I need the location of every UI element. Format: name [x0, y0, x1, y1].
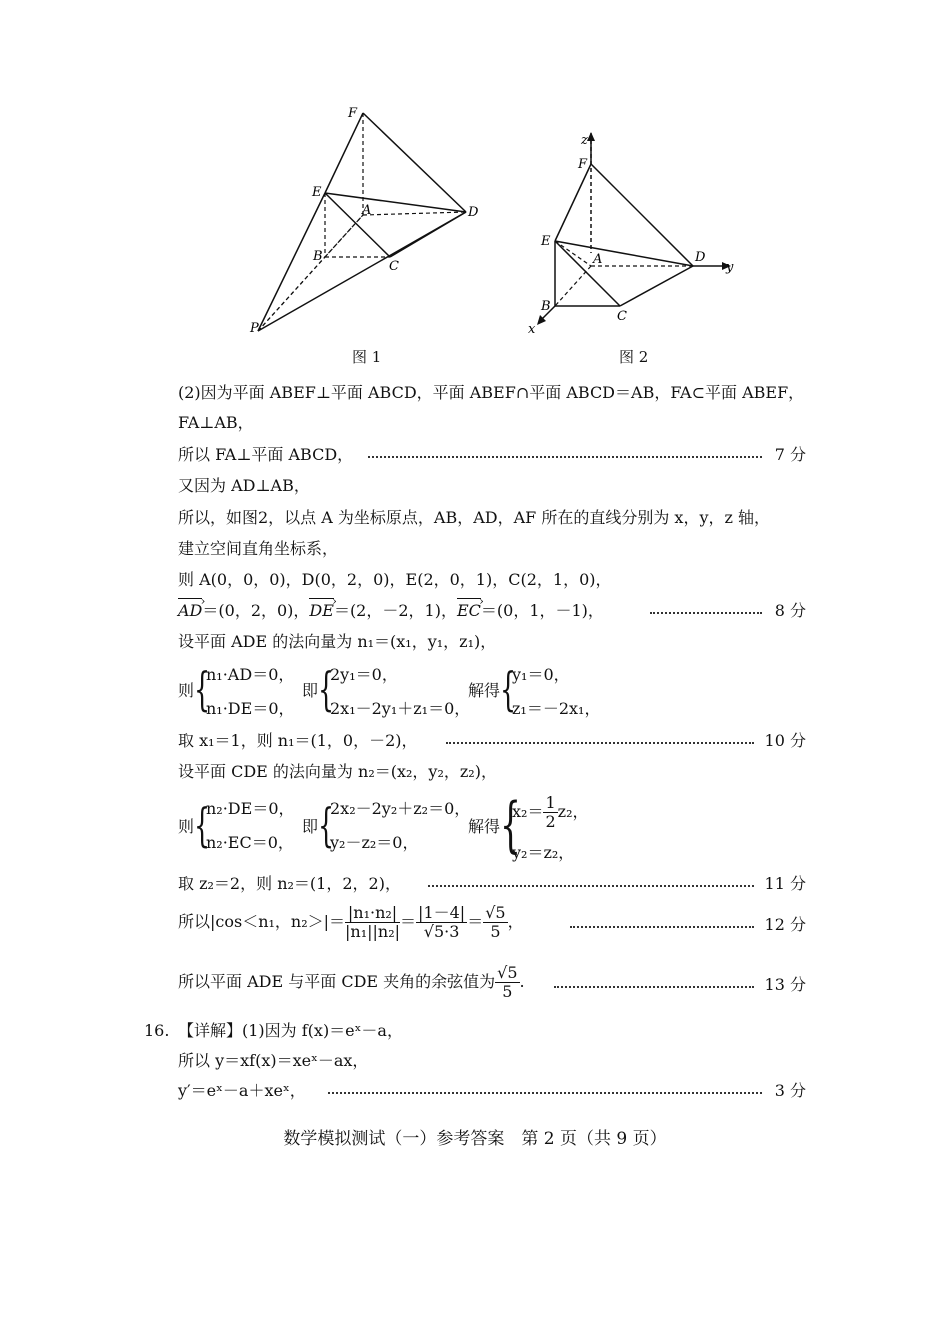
question-16-number: 16. [144, 1021, 170, 1040]
solution-line-7: 则 A(0，0，0)，D(0，2，0)，E(2，0，1)，C(2，1，0)， [178, 570, 612, 589]
score-10: 10 分 [764, 731, 806, 750]
solution-line-14: 所以平面 ADE 与平面 CDE 夹角的余弦值为 $\frac{√5}{5}$ . 13 分 [178, 963, 806, 1001]
equation-system-1: 则 { n₁·AD＝0， n₁·DE＝0， 即 { 2y₁＝0， 2x₁－2y₁＋z₁＝0， 解得 { y₁＝0， z₁＝－2x₁， [178, 662, 601, 718]
fig2-label-z: z [581, 133, 588, 148]
fig2-label-y: y [726, 260, 734, 275]
figure-2-caption: 图 2 [619, 348, 649, 366]
solution-line-6: 建立空间直角坐标系， [178, 539, 339, 558]
question-16-line-1: 【详解】(1)因为 f(x)＝eˣ－a， [178, 1021, 403, 1040]
fig1-label-P: P [250, 321, 259, 336]
fig2-label-C: C [617, 309, 627, 324]
score-12: 12 分 [764, 915, 806, 934]
score-8: 8 分 [774, 601, 806, 620]
fig2-label-D: D [695, 250, 706, 265]
page-footer: 数学模拟测试（一）参考答案 第 2 页（共 9 页） [283, 1129, 667, 1149]
fig2-label-x: x [528, 322, 536, 337]
fig1-label-E: E [312, 185, 322, 200]
leader-dots [328, 1092, 762, 1094]
fig1-label-D: D [468, 205, 479, 220]
leader-dots [428, 885, 754, 887]
leader-dots [368, 456, 762, 458]
solution-line-2: FA⊥AB， [178, 413, 254, 432]
figure-1 [240, 100, 490, 345]
leader-dots [570, 926, 754, 928]
question-16-line-2: 所以 y＝xf(x)＝xeˣ－ax， [178, 1051, 369, 1070]
solution-line-9: 设平面 ADE 的法向量为 n₁＝(x₁，y₁，z₁)， [178, 632, 497, 651]
solution-line-13: 所以|cos＜n₁，n₂＞|＝ $\frac{\text{|n₁·n₂|}}{\text{|n₁||n₂|}}$ ＝ $\frac{|1-4|}{√5\cdot 3}$ ＝ $\frac{√5}{5}$ ， 12 分 [178, 903, 806, 941]
fig2-label-A: A [593, 252, 603, 267]
fig2-label-E: E [541, 234, 551, 249]
leader-dots [650, 612, 762, 614]
solution-line-11: 设平面 CDE 的法向量为 n₂＝(x₂，y₂，z₂)， [178, 762, 497, 781]
solution-line-4: 又因为 AD⊥AB， [178, 476, 310, 495]
fig1-label-B: B [313, 249, 323, 264]
score-7: 7 分 [774, 445, 806, 464]
score-3: 3 分 [774, 1081, 806, 1100]
equation-system-2: 则 { n₂·DE＝0， n₂·EC＝0， 即 { 2x₂－2y₂＋z₂＝0， y₂－z₂＝0， 解得 { x₂＝ $\frac{1}{2}$ z₂， y₂＝z₂， [178, 790, 589, 862]
solution-line-1: (2)因为平面 ABEF⊥平面 ABCD，平面 ABEF∩平面 ABCD＝AB，FA⊂平面 ABEF， [178, 383, 805, 402]
score-11: 11 分 [764, 874, 806, 893]
leader-dots [554, 986, 754, 988]
leader-dots [446, 742, 754, 744]
fig1-label-F: F [348, 106, 358, 121]
fig1-label-C: C [389, 259, 399, 274]
figure-1-caption: 图 1 [352, 348, 382, 366]
fig2-label-F: F [578, 157, 588, 172]
fig2-label-B: B [541, 299, 551, 314]
figure-2 [525, 128, 745, 343]
solution-line-5: 所以，如图2，以点 A 为坐标原点，AB，AD，AF 所在的直线分别为 x，y，z 轴， [178, 508, 771, 527]
solution-line-8: AD ›＝(0，2，0)，DE ›＝(2，－2，1)，EC ›＝(0，1，－1)， 8 分 [178, 600, 806, 622]
score-13: 13 分 [764, 975, 806, 994]
fig1-label-A: A [362, 203, 372, 218]
